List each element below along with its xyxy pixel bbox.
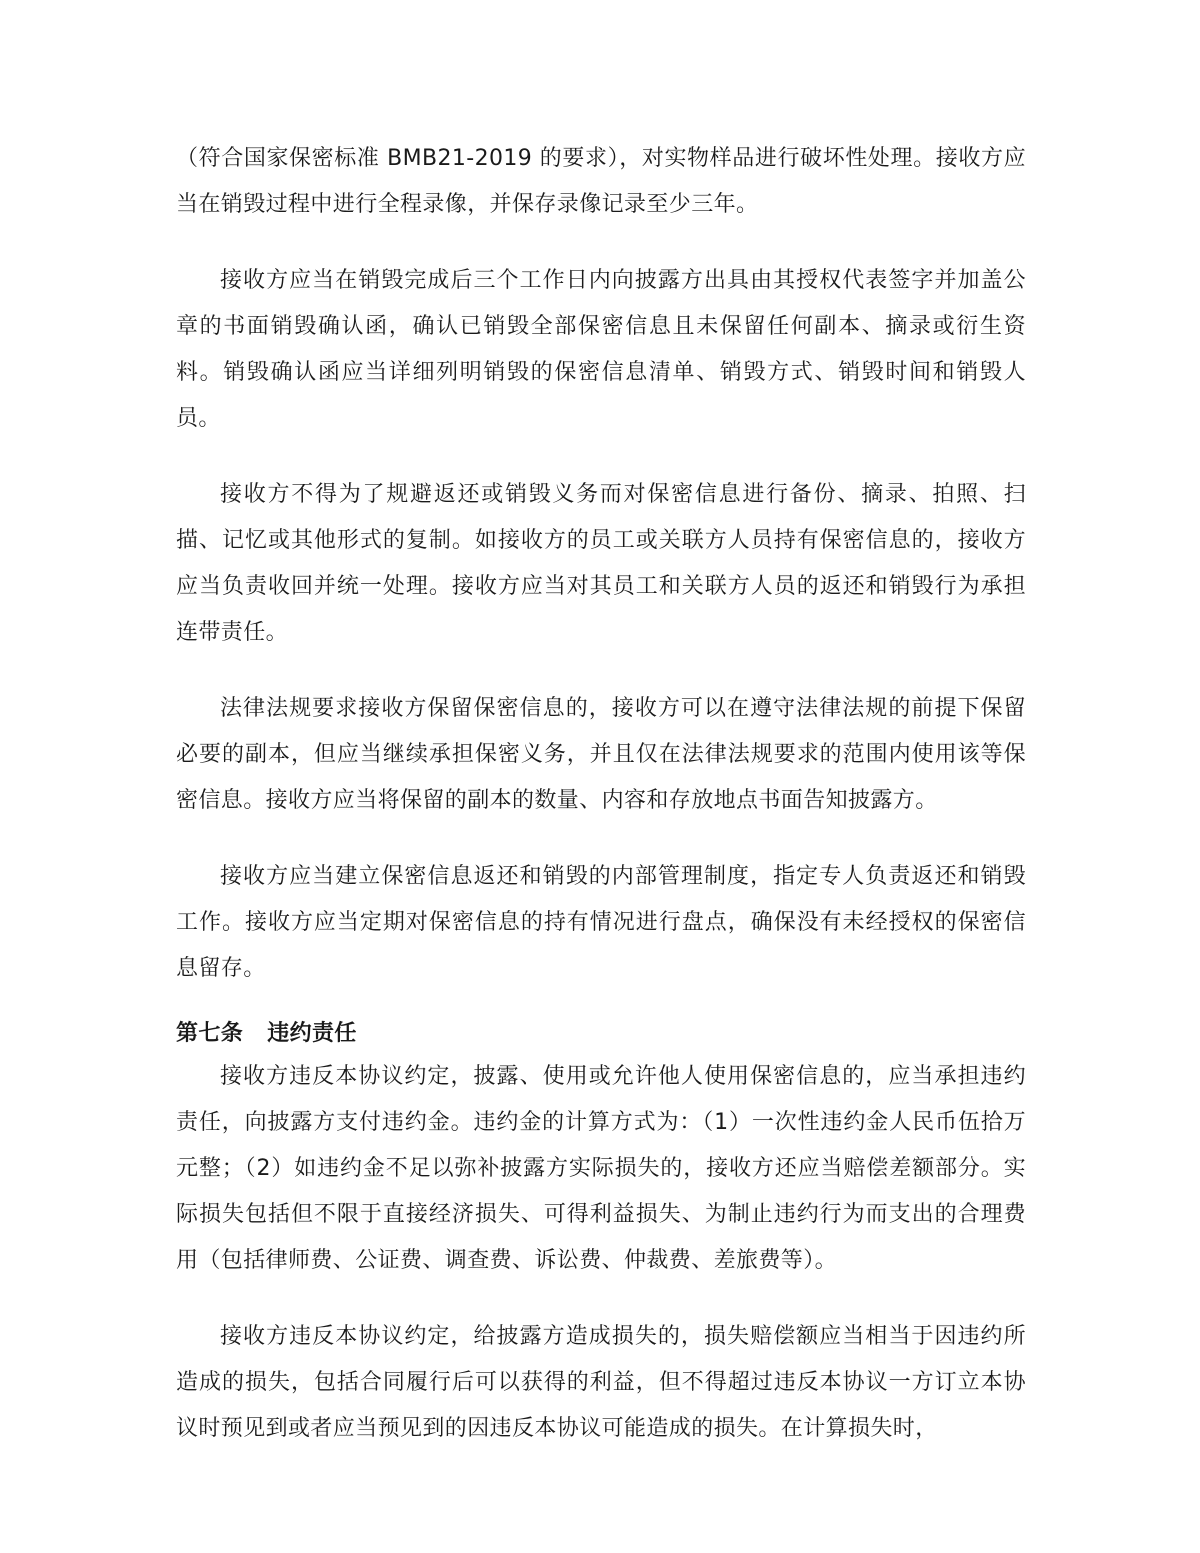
paragraph-destruction-method: （符合国家保密标准 BMB21-2019 的要求），对实物样品进行破坏性处理。接收方应当在销毁过程中进行全程录像，并保存录像记录至少三年。 bbox=[176, 146, 1026, 217]
document-page bbox=[176, 136, 1026, 1452]
section-title: 违约责任 bbox=[267, 1021, 357, 1046]
paragraph-compensation: 接收方违反本协议约定，给披露方造成损失的，损失赔偿额应当相当于因违约所造成的损失，包括合同履行后可以获得的利益，但不得超过违反本协议一方订立本协议时预见到或者应当预见到的因违反本协议可能造成的损失。在计算损失时， bbox=[176, 1324, 1026, 1441]
section-number: 第七条 bbox=[176, 1021, 244, 1046]
paragraph-liquidated-damages: 接收方违反本协议约定，披露、使用或允许他人使用保密信息的，应当承担违约责任，向披露方支付违约金。违约金的计算方式为：（1）一次性违约金人民币伍拾万元整；（2）如违约金不足以弥补披露方实际损失的，接收方还应当赔偿差额部分。实际损失包括但不限于直接经济损失、可得利益损失、为制止违约行为而支出的合理费用（包括律师费、公证费、调查费、诉讼费、仲裁费、差旅费等）。 bbox=[176, 1064, 1026, 1273]
paragraph-legal-retention: 法律法规要求接收方保留保密信息的，接收方可以在遵守法律法规的前提下保留必要的副本，但应当继续承担保密义务，并且仅在法律法规要求的范围内使用该等保密信息。接收方应当将保留的副本的数量、内容和存放地点书面告知披露方。 bbox=[176, 696, 1026, 813]
section-heading bbox=[176, 1014, 1026, 1054]
paragraph-internal-management: 接收方应当建立保密信息返还和销毁的内部管理制度，指定专人负责返还和销毁工作。接收方应当定期对保密信息的持有情况进行盘点，确保没有未经授权的保密信息留存。 bbox=[176, 864, 1026, 981]
paragraph-no-copying: 接收方不得为了规避返还或销毁义务而对保密信息进行备份、摘录、拍照、扫描、记忆或其他形式的复制。如接收方的员工或关联方人员持有保密信息的，接收方应当负责收回并统一处理。接收方应当对其员工和关联方人员的返还和销毁行为承担连带责任。 bbox=[176, 482, 1026, 645]
paragraph-destruction-confirmation: 接收方应当在销毁完成后三个工作日内向披露方出具由其授权代表签字并加盖公章的书面销毁确认函，确认已销毁全部保密信息且未保留任何副本、摘录或衍生资料。销毁确认函应当详细列明销毁的保密信息清单、销毁方式、销毁时间和销毁人员。 bbox=[176, 268, 1026, 431]
